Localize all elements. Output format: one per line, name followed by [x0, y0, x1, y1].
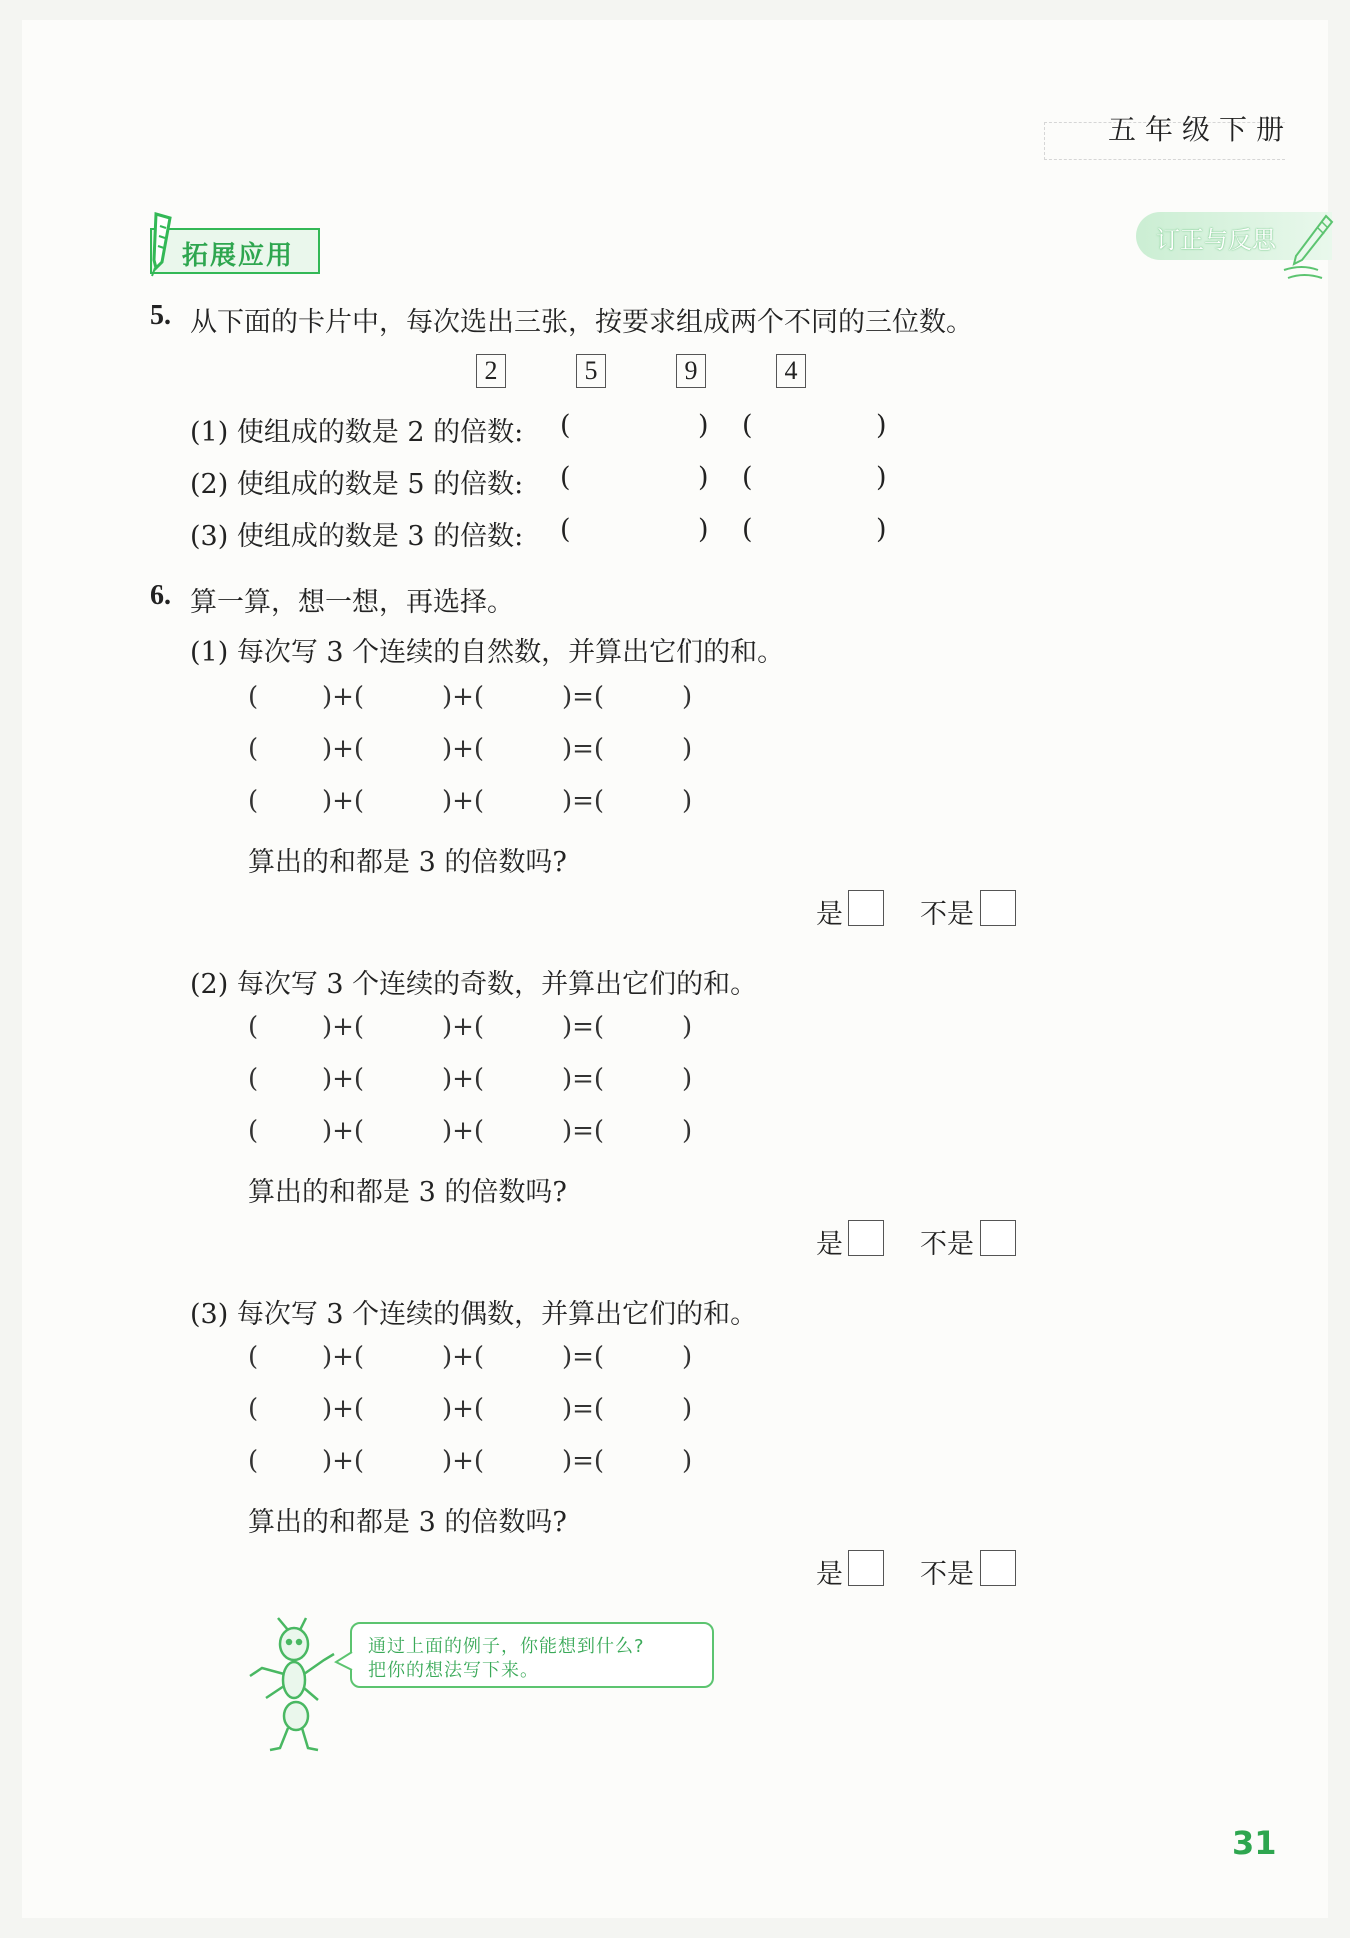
yes-label: 是 [816, 1559, 843, 1590]
q6-number: 6. [150, 580, 171, 611]
book-title: 五年级下册 [1108, 113, 1294, 146]
answer-open-paren: ( [742, 410, 753, 441]
eq-close: ) [682, 1342, 693, 1372]
eq-open: ( [248, 1446, 259, 1476]
eq-equals: )=( [562, 786, 605, 816]
answer-close-paren: ) [876, 514, 887, 545]
speech-bubble [350, 1622, 714, 1688]
number-card: 2 [476, 354, 506, 388]
bubble-tail [334, 1650, 354, 1676]
eq-open: ( [248, 1012, 259, 1042]
eq-open: ( [248, 1342, 259, 1372]
answer-close-paren: ) [698, 410, 709, 441]
eq-close: ) [682, 786, 693, 816]
answer-open-paren: ( [560, 514, 571, 545]
eq-plus: )+( [442, 1342, 485, 1372]
eq-equals: )=( [562, 1116, 605, 1146]
number-card: 9 [676, 354, 706, 388]
no-checkbox[interactable] [980, 1220, 1016, 1256]
eq-close: ) [682, 1064, 693, 1094]
eq-plus: )+( [442, 786, 485, 816]
pencil-icon [150, 210, 176, 284]
q6-part1-label: (1) 每次写 3 个连续的自然数，并算出它们的和。 [190, 637, 785, 668]
yes-checkbox[interactable] [848, 1220, 884, 1256]
eq-equals: )=( [562, 734, 605, 764]
answer-close-paren: ) [876, 410, 887, 441]
no-checkbox[interactable] [980, 1550, 1016, 1586]
eq-plus: )+( [322, 1342, 365, 1372]
eq-close: ) [682, 1394, 693, 1424]
reflect-label: 订正与反思 [1156, 226, 1276, 254]
answer-open-paren: ( [742, 514, 753, 545]
eq-plus: )+( [322, 1064, 365, 1094]
eq-plus: )+( [322, 1394, 365, 1424]
eq-plus: )+( [442, 1116, 485, 1146]
answer-close-paren: ) [698, 462, 709, 493]
eq-plus: )+( [442, 1064, 485, 1094]
eq-open: ( [248, 1064, 259, 1094]
eq-close: ) [682, 734, 693, 764]
no-label: 不是 [920, 1229, 974, 1260]
eq-equals: )=( [562, 1064, 605, 1094]
q5-part1-label: (1) 使组成的数是 2 的倍数: [190, 417, 524, 448]
eq-plus: )+( [322, 1012, 365, 1042]
q6-text: 算一算，想一想，再选择。 [190, 587, 514, 618]
eq-plus: )+( [322, 786, 365, 816]
eq-plus: )+( [442, 682, 485, 712]
eq-close: ) [682, 682, 693, 712]
eq-plus: )+( [322, 1116, 365, 1146]
q6-part2-question: 算出的和都是 3 的倍数吗? [248, 1177, 567, 1208]
eq-equals: )=( [562, 682, 605, 712]
eq-plus: )+( [322, 1446, 365, 1476]
q6-part2-label: (2) 每次写 3 个连续的奇数，并算出它们的和。 [190, 969, 758, 1000]
answer-close-paren: ) [876, 462, 887, 493]
q6-part3-label: (3) 每次写 3 个连续的偶数，并算出它们的和。 [190, 1299, 758, 1330]
eq-open: ( [248, 1116, 259, 1146]
number-card: 4 [776, 354, 806, 388]
no-label: 不是 [920, 899, 974, 930]
eq-close: ) [682, 1012, 693, 1042]
q6-part1-question: 算出的和都是 3 的倍数吗? [248, 847, 567, 878]
q6-part3-question: 算出的和都是 3 的倍数吗? [248, 1507, 567, 1538]
eq-plus: )+( [442, 1446, 485, 1476]
yes-label: 是 [816, 899, 843, 930]
page-number: 31 [1232, 1824, 1277, 1862]
eq-equals: )=( [562, 1342, 605, 1372]
eq-equals: )=( [562, 1012, 605, 1042]
yes-label: 是 [816, 1229, 843, 1260]
eq-open: ( [248, 1394, 259, 1424]
answer-open-paren: ( [560, 410, 571, 441]
eq-open: ( [248, 682, 259, 712]
section-label: 拓展应用 [182, 241, 295, 271]
eq-equals: )=( [562, 1446, 605, 1476]
pen-icon [1282, 212, 1334, 286]
answer-open-paren: ( [560, 462, 571, 493]
q5-part3-label: (3) 使组成的数是 3 的倍数: [190, 521, 524, 552]
no-checkbox[interactable] [980, 890, 1016, 926]
eq-plus: )+( [442, 1012, 485, 1042]
no-label: 不是 [920, 1559, 974, 1590]
eq-open: ( [248, 734, 259, 764]
number-card: 5 [576, 354, 606, 388]
eq-plus: )+( [322, 682, 365, 712]
eq-plus: )+( [322, 734, 365, 764]
yes-checkbox[interactable] [848, 890, 884, 926]
eq-plus: )+( [442, 1394, 485, 1424]
ant-mascot-icon [244, 1616, 344, 1760]
eq-open: ( [248, 786, 259, 816]
eq-equals: )=( [562, 1394, 605, 1424]
q5-number: 5. [150, 300, 171, 331]
yes-checkbox[interactable] [848, 1550, 884, 1586]
answer-open-paren: ( [742, 462, 753, 493]
bubble-line1: 通过上面的例子，你能想到什么? [368, 1636, 645, 1657]
eq-plus: )+( [442, 734, 485, 764]
q5-part2-label: (2) 使组成的数是 5 的倍数: [190, 469, 524, 500]
eq-close: ) [682, 1446, 693, 1476]
bubble-line2: 把你的想法写下来。 [368, 1660, 539, 1681]
eq-close: ) [682, 1116, 693, 1146]
q5-text: 从下面的卡片中，每次选出三张，按要求组成两个不同的三位数。 [190, 307, 973, 338]
answer-close-paren: ) [698, 514, 709, 545]
